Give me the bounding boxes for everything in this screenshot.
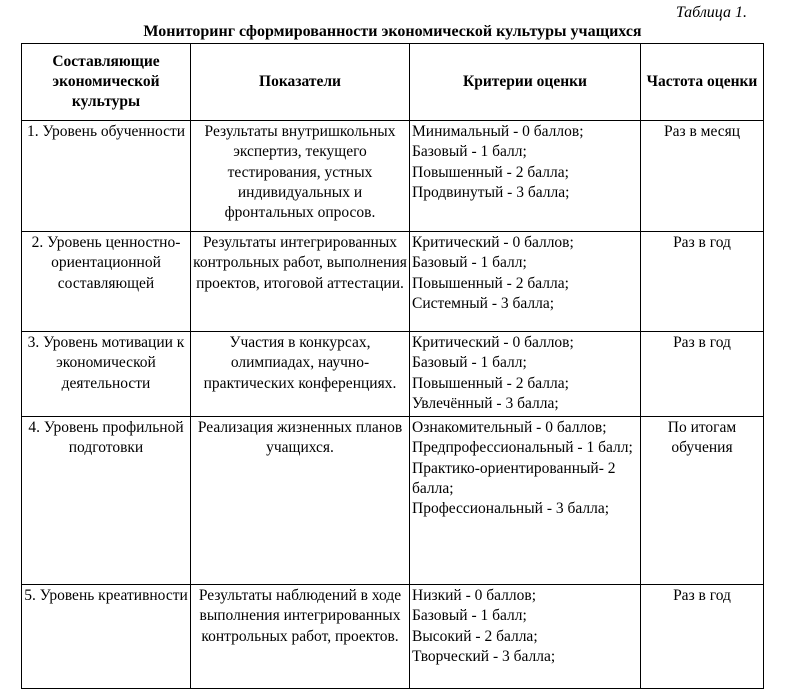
criterion: Ознакомительный - 0 баллов; (412, 419, 607, 437)
criterion-score: 0 баллов; (545, 419, 607, 437)
criterion-score: 0 баллов; (512, 234, 574, 251)
indicators-cell: Результаты внутришкольных экспертиз, текущего тестирования, устных индивидуальных и фронтальных опросов. (191, 121, 410, 232)
criterion: Повышенный - 2 балла; (412, 274, 569, 292)
criterion-score: 2 балла; (515, 274, 569, 292)
criterion: Минимальный - 0 баллов; (412, 123, 584, 140)
table-row (22, 121, 764, 232)
criterion: Базовый - 1 балл; (412, 607, 527, 625)
criterion-score: 0 баллов; (474, 587, 537, 605)
table-row (22, 332, 764, 417)
frequency-cell: Раз в год (641, 585, 764, 689)
criterion-score: 1 балл; (480, 254, 527, 272)
criterion: Увлечённый - 3 балла; (412, 394, 559, 412)
criterion: Продвинутый - 3 балла; (412, 183, 570, 201)
criteria-cell (410, 121, 641, 232)
table-row (22, 232, 764, 332)
criterion-score: 3 балла; (500, 294, 555, 312)
criterion-score: 3 балла; (555, 500, 610, 518)
criterion: Базовый - 1 балл; (412, 354, 527, 372)
criterion-score: 3 балла; (502, 648, 556, 666)
criterion-name: Профессиональный (412, 500, 543, 518)
criterion: Творческий - 3 балла; (412, 648, 556, 666)
frequency-cell: Раз в месяц (641, 121, 764, 232)
criterion-name: Повышенный (412, 274, 503, 292)
criteria-cell (410, 585, 641, 689)
criterion-name: Базовый (412, 143, 468, 161)
criterion-name: Низкий (412, 587, 462, 605)
criterion-name: Высокий (412, 627, 472, 645)
criterion: Базовый - 1 балл; (412, 143, 527, 161)
criterion: Практико-ориентированный- 2 балла; (412, 459, 616, 498)
criterion-name: Критический (412, 234, 500, 251)
criterion-name: Базовый (412, 254, 468, 272)
table-title: Мониторинг сформированности экономической культуры учащихся (143, 23, 642, 40)
criterion: Профессиональный - 3 балла; (412, 500, 610, 518)
indicators-cell: Участия в конкурсах, олимпиадах, научно-практических конференциях. (191, 332, 410, 417)
criterion-score: 3 балла; (516, 183, 570, 201)
indicators-cell: Результаты наблюдений в ходе выполнения интегрированных контрольных работ, проектов. (191, 585, 410, 689)
component-cell: 4. Уровень профильной подготовки (22, 417, 191, 585)
component-cell: 2. Уровень ценностно-ориентационной составляющей (22, 232, 191, 332)
criterion: Повышенный - 2 балла; (412, 374, 569, 392)
indicators-cell: Реализация жизненных планов учащихся. (191, 417, 410, 585)
criterion-name: Творческий (412, 648, 490, 666)
header-component: Составляющие экономической культуры (22, 44, 191, 121)
criterion-name: Увлечённый (412, 394, 493, 412)
component-cell: 1. Уровень обученности (22, 121, 191, 232)
component-cell: 3. Уровень мотивации к экономической деятельности (22, 332, 191, 417)
criterion: Критический - 0 баллов; (412, 334, 574, 351)
criterion-name: Предпрофессиональный (412, 439, 574, 457)
criterion-score: 2 балла; (515, 163, 569, 181)
table-row (22, 585, 764, 689)
criterion-name: Повышенный (412, 163, 503, 181)
frequency-cell: По итогам обучения (641, 417, 764, 585)
criterion-name: Базовый (412, 607, 468, 625)
criterion-score: 0 баллов; (512, 334, 574, 351)
criterion-name: Ознакомительный (412, 419, 533, 437)
criterion-score: 2 балла; (515, 374, 569, 392)
criterion-score: 3 балла; (505, 394, 559, 412)
criterion-score: 2 балла; (412, 459, 616, 498)
header-row (22, 44, 764, 121)
criterion: Базовый - 1 балл; (412, 254, 527, 272)
criterion: Высокий - 2 балла; (412, 627, 538, 645)
criteria-cell (410, 232, 641, 332)
criterion-name: Системный (412, 294, 488, 312)
criterion: Предпрофессиональный - 1 балл; (412, 439, 633, 457)
monitoring-table (21, 43, 764, 689)
criterion: Критический - 0 баллов; (412, 234, 574, 251)
criterion-name: Практико-ориентированный (412, 459, 599, 477)
header-indicators: Показатели (191, 44, 410, 121)
table-label: Таблица 1. (675, 4, 747, 21)
criteria-cell (410, 332, 641, 417)
criterion-score: 1 балл; (480, 607, 527, 625)
criterion: Низкий - 0 баллов; (412, 587, 537, 605)
criterion-score: 0 баллов; (522, 123, 584, 140)
indicators-cell: Результаты интегрированных контрольных работ, выполнения проектов, итоговой аттестации. (191, 232, 410, 332)
criterion-score: 1 балл; (586, 439, 633, 457)
criterion-name: Критический (412, 334, 500, 351)
header-criteria: Критерии оценки (410, 44, 641, 121)
criterion-score: 2 балла; (484, 627, 538, 645)
frequency-cell: Раз в год (641, 332, 764, 417)
criterion: Повышенный - 2 балла; (412, 163, 569, 181)
criterion-name: Повышенный (412, 374, 503, 392)
table-row (22, 417, 764, 585)
criterion-score: 1 балл; (480, 143, 527, 161)
header-frequency: Частота оценки (641, 44, 764, 121)
frequency-cell: Раз в год (641, 232, 764, 332)
criterion-name: Продвинутый (412, 183, 504, 201)
criteria-cell (410, 417, 641, 585)
criterion-name: Минимальный (412, 123, 510, 140)
criterion-score: 1 балл; (480, 354, 527, 372)
criterion-name: Базовый (412, 354, 468, 372)
criterion: Системный - 3 балла; (412, 294, 555, 312)
component-cell: 5. Уровень креативности (22, 585, 191, 689)
